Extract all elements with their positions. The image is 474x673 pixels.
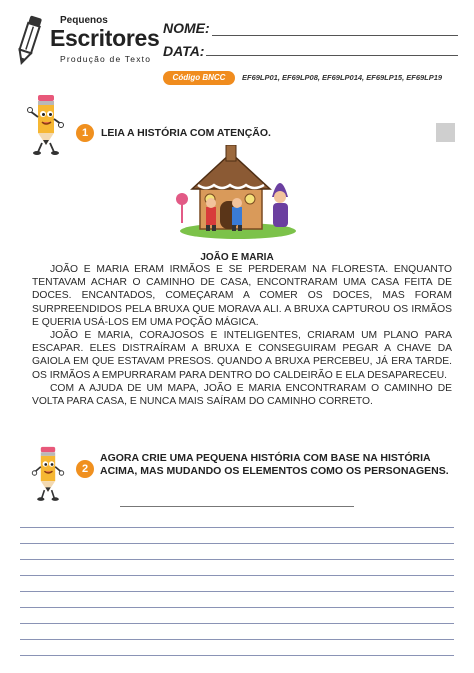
story-paragraph: JOÃO E MARIA ERAM IRMÃOS E SE PERDERAM NA FLORESTA. ENQUANTO TENTAVAM ACHAR O CAMINHO DE CASA, ENCONTRARAM UMA CASA FEITA DE DOCES. ENCANTADOS, COMEÇARAM A COMER OS DOCES, MAS FORAM SURPREENDIDOS PELA BRUXA QUE MORAVA ALI. A BRUXA CAPTUROU OS IRMÃOS E QUERIA USÁ-LOS EM UMA POÇÃO MÁGICA.: [32, 264, 452, 328]
pencil-mascot-icon: [26, 93, 66, 155]
writing-line[interactable]: [20, 527, 454, 528]
bncc-badge: Código BNCC: [163, 71, 235, 85]
logo-subtitle: Produção de Texto: [60, 54, 152, 64]
story-title-line[interactable]: [120, 506, 354, 507]
task-number-2: 2: [76, 460, 94, 478]
brand-logo: [14, 14, 160, 70]
date-label: DATA:: [163, 43, 205, 59]
candy-house-illustration: [176, 145, 298, 240]
name-label: NOME:: [163, 20, 210, 36]
checkbox-square[interactable]: [436, 123, 455, 142]
writing-line[interactable]: [20, 639, 454, 640]
writing-line[interactable]: [20, 543, 454, 544]
story-paragraph: JOÃO E MARIA, CORAJOSOS E INTELIGENTES, CRIARAM UM PLANO PARA ESCAPAR. ELES DISTRAÍRAM A BRUXA E CONSEGUIRAM PEGAR A CHAVE DA GAIOLA EM QUE ESTAVAM PRESOS. QUANDO A BRUXA PERCEBEU, JÁ ERA TARDE. OS IRMÃOS A EMPURRARAM PARA DENTRO DO CALDEIRÃO E ELA DESAPARECEU.: [32, 330, 452, 381]
writing-line[interactable]: [20, 607, 454, 608]
writing-line[interactable]: [20, 623, 454, 624]
name-field[interactable]: [212, 35, 458, 36]
writing-line[interactable]: [20, 559, 454, 560]
task-number-1: 1: [76, 124, 94, 142]
task-1-instruction: LEIA A HISTÓRIA COM ATENÇÃO.: [101, 127, 271, 139]
writing-line[interactable]: [20, 575, 454, 576]
writing-line[interactable]: [20, 591, 454, 592]
story-text: [32, 263, 452, 408]
writing-line[interactable]: [20, 655, 454, 656]
pencil-logo-icon: [14, 14, 44, 66]
logo-small-text: Pequenos: [60, 15, 108, 26]
story-title: JOÃO E MARIA: [200, 252, 274, 263]
bncc-codes: EF69LP01, EF69LP08, EF69LP014, EF69LP15, EF69LP19: [242, 73, 443, 82]
pencil-mascot-icon: [30, 445, 66, 501]
story-paragraph: COM A AJUDA DE UM MAPA, JOÃO E MARIA ENCONTRARAM O CAMINHO DE VOLTA PARA CASA, E NUNCA MAIS SAÍRAM DO CAMINHO CORRETO.: [32, 382, 452, 408]
task-2-instruction: AGORA CRIE UMA PEQUENA HISTÓRIA COM BASE NA HISTÓRIA ACIMA, MAS MUDANDO OS ELEMENTOS COMO OS PERSONAGENS.: [100, 452, 449, 477]
date-field[interactable]: [206, 55, 458, 56]
logo-title: Escritores: [50, 25, 160, 51]
